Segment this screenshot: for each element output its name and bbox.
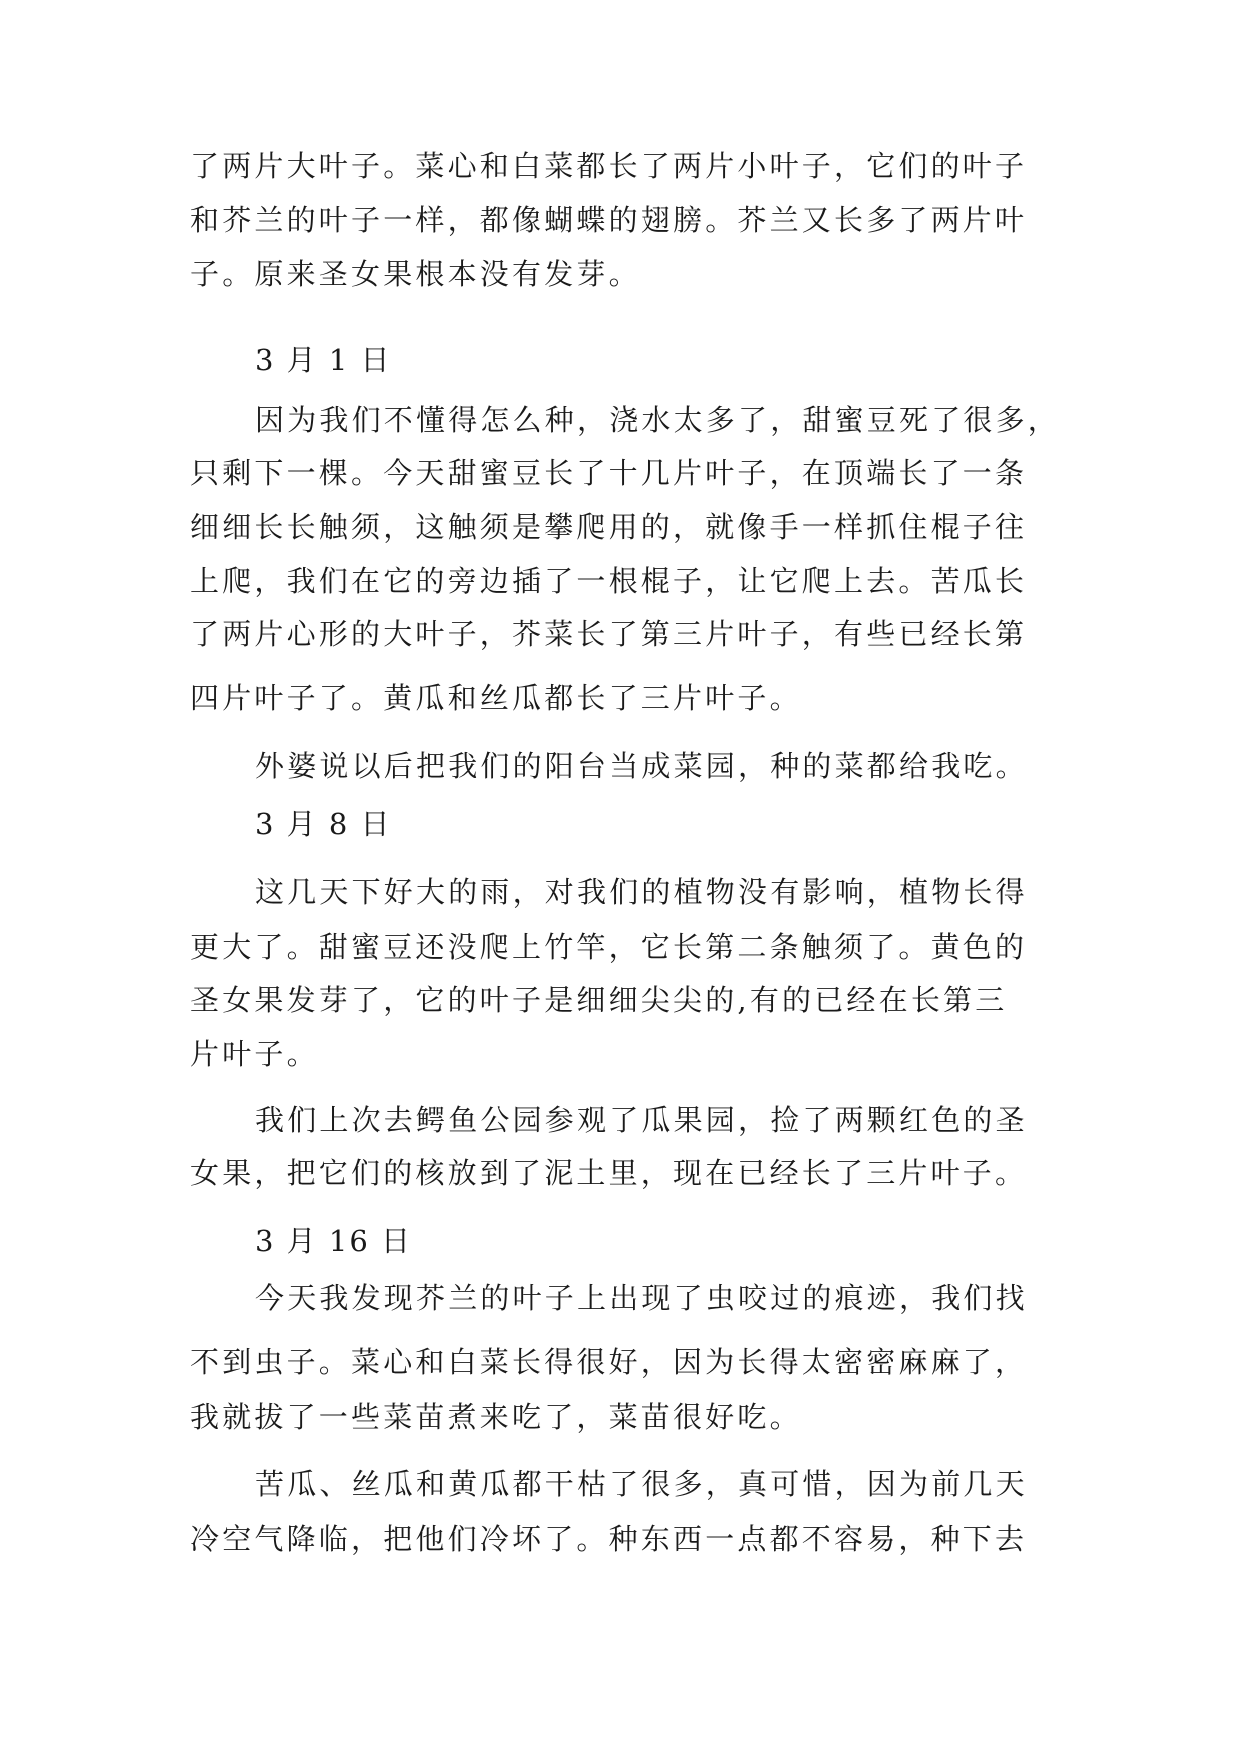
text-line: 了两片大叶子。菜心和白菜都长了两片小叶子，它们的叶子 (190, 149, 1028, 183)
text-line: 片叶子。 (190, 1037, 319, 1071)
paragraph-start: 外婆说以后把我们的阳台当成菜园，种的菜都给我吃。 (255, 749, 1028, 783)
text-line: 圣女果发芽了，它的叶子是细细尖尖的,有的已经在长第三 (190, 983, 1008, 1017)
paragraph-start: 苦瓜、丝瓜和黄瓜都干枯了很多，真可惜，因为前几天 (255, 1467, 1028, 1501)
text-line: 上爬，我们在它的旁边插了一根棍子，让它爬上去。苦瓜长 (190, 564, 1028, 598)
text-line: 四片叶子了。黄瓜和丝瓜都长了三片叶子。 (190, 681, 802, 715)
date-heading: 3 月 1 日 (255, 343, 392, 377)
paragraph-start: 今天我发现芥兰的叶子上出现了虫咬过的痕迹，我们找 (255, 1281, 1028, 1315)
paragraph-start: 我们上次去鳄鱼公园参观了瓜果园，捡了两颗红色的圣 (255, 1103, 1028, 1137)
text-line: 冷空气降临，把他们冷坏了。种东西一点都不容易，种下去 (190, 1522, 1028, 1556)
text-line: 只剩下一棵。今天甜蜜豆长了十几片叶子，在顶端长了一条 (190, 456, 1028, 490)
text-line: 更大了。甜蜜豆还没爬上竹竿，它长第二条触须了。黄色的 (190, 930, 1028, 964)
text-line: 了两片心形的大叶子，芥菜长了第三片叶子，有些已经长第 (190, 617, 1028, 651)
date-heading: 3 月 16 日 (255, 1224, 413, 1258)
paragraph-start: 因为我们不懂得怎么种，浇水太多了，甜蜜豆死了很多， (255, 403, 1061, 437)
text-line: 我就拔了一些菜苗煮来吃了，菜苗很好吃。 (190, 1400, 802, 1434)
paragraph-start: 这几天下好大的雨，对我们的植物没有影响，植物长得 (255, 875, 1028, 909)
text-line: 女果，把它们的核放到了泥土里，现在已经长了三片叶子。 (190, 1156, 1028, 1190)
date-heading: 3 月 8 日 (255, 807, 392, 841)
text-line: 不到虫子。菜心和白菜长得很好，因为长得太密密麻麻了， (190, 1345, 1028, 1379)
text-line: 和芥兰的叶子一样，都像蝴蝶的翅膀。芥兰又长多了两片叶 (190, 203, 1028, 237)
text-line: 细细长长触须，这触须是攀爬用的，就像手一样抓住棍子往 (190, 510, 1028, 544)
text-line: 子。原来圣女果根本没有发芽。 (190, 257, 641, 291)
